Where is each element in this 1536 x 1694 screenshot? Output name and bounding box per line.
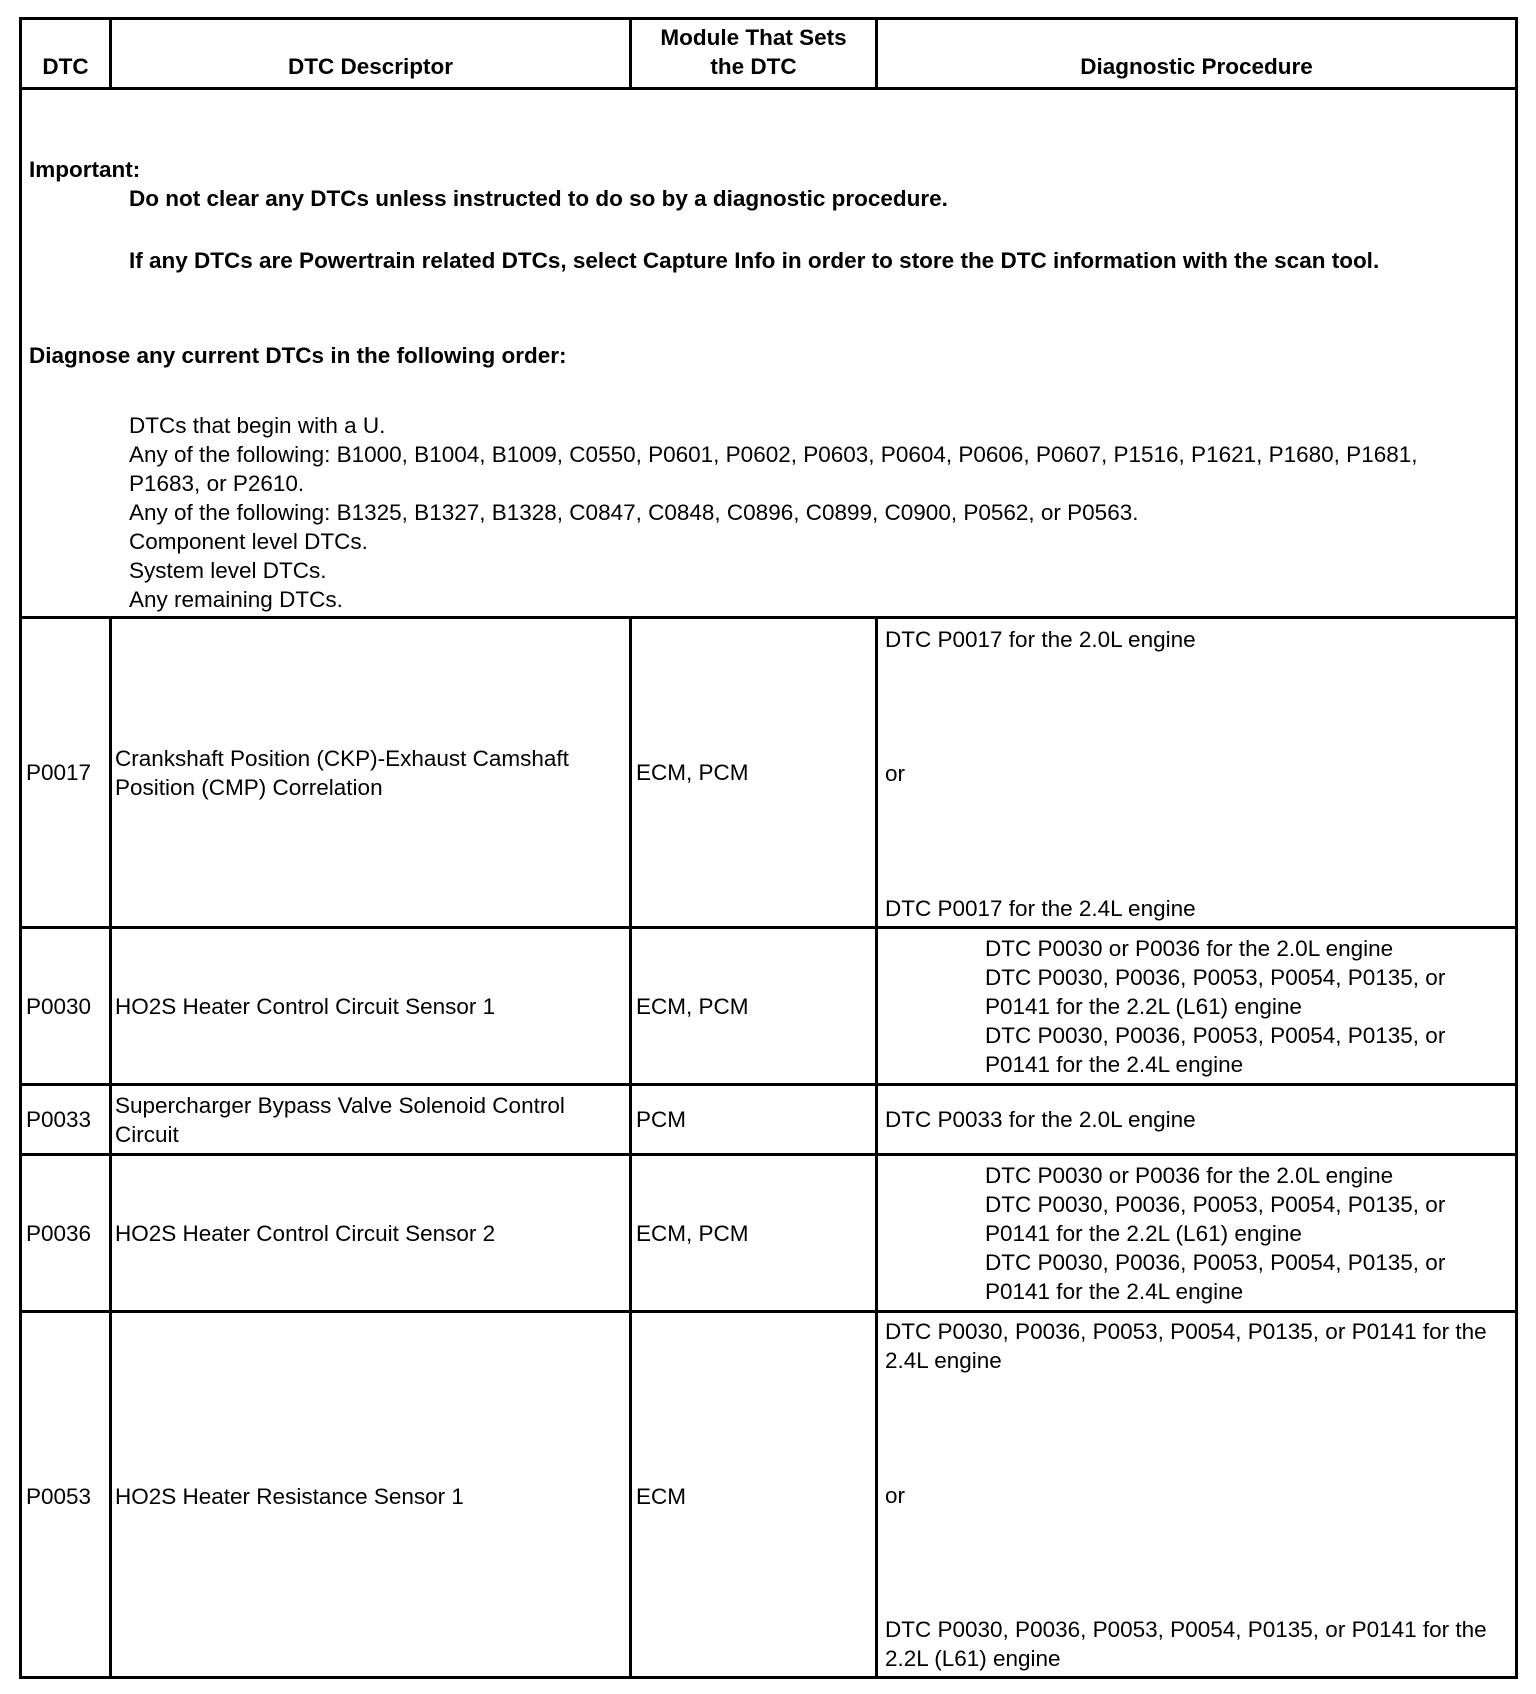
order-list <box>29 411 1485 614</box>
procedure-link[interactable]: DTC P0030, P0036, P0053, P0054, P0135, or P0141 for the 2.2L (L61) engine <box>885 1617 1487 1671</box>
procedure-or: or <box>885 761 906 786</box>
procedure-link[interactable]: DTC P0030 or P0036 for the 2.0L engine <box>985 936 1394 961</box>
procedure-list <box>885 1161 1507 1306</box>
procedure-link[interactable]: DTC P0030, P0036, P0053, P0054, P0135, or P0141 for the 2.4L engine <box>985 1250 1446 1304</box>
procedure-link[interactable]: DTC P0033 for the 2.0L engine <box>885 1107 1196 1132</box>
procedure-link[interactable]: DTC P0017 for the 2.4L engine <box>885 896 1196 921</box>
order-item: DTCs that begin with a U. <box>129 413 386 438</box>
procedure-link[interactable]: DTC P0017 for the 2.0L engine <box>885 627 1196 652</box>
row-module: ECM, PCM <box>636 993 749 1019</box>
row-divider <box>22 87 1515 90</box>
important-label: Important: <box>29 157 141 182</box>
order-item: Any remaining DTCs. <box>129 587 343 612</box>
row-module: ECM, PCM <box>636 1220 749 1246</box>
row-dtc-code: P0017 <box>26 760 92 785</box>
row-descriptor: HO2S Heater Resistance Sensor 1 <box>115 1483 464 1509</box>
order-label: Diagnose any current DTCs in the following order: <box>29 343 567 368</box>
row-dtc-code: P0053 <box>26 1483 92 1509</box>
header-module: Module That Sets the DTC <box>660 25 847 79</box>
row-descriptor: Crankshaft Position (CKP)-Exhaust Camshaft Position (CMP) Correlation <box>115 745 569 800</box>
procedure-link[interactable]: DTC P0030 or P0036 for the 2.0L engine <box>985 1163 1394 1188</box>
important-note-1: Do not clear any DTCs unless instructed to do so by a diagnostic procedure. <box>129 186 948 211</box>
row-procedure <box>878 1313 1515 1679</box>
row-descriptor: HO2S Heater Control Circuit Sensor 1 <box>115 993 496 1019</box>
row-module: ECM <box>636 1483 686 1509</box>
header-dtc: DTC <box>42 54 89 79</box>
row-descriptor: HO2S Heater Control Circuit Sensor 2 <box>115 1220 496 1246</box>
row-procedure <box>878 929 1515 1083</box>
order-item: Component level DTCs. <box>129 529 368 554</box>
row-descriptor: Supercharger Bypass Valve Solenoid Control Circuit <box>115 1092 565 1147</box>
procedure-link[interactable]: DTC P0030, P0036, P0053, P0054, P0135, or P0141 for the 2.4L engine <box>885 1319 1487 1373</box>
row-dtc-code: P0030 <box>26 993 92 1019</box>
procedure-link[interactable]: DTC P0030, P0036, P0053, P0054, P0135, or P0141 for the 2.2L (L61) engine <box>985 1192 1446 1246</box>
row-dtc-code: P0036 <box>26 1220 92 1246</box>
row-module: ECM, PCM <box>636 760 749 785</box>
col-divider <box>109 618 112 1679</box>
order-item: Any of the following: B1000, B1004, B1009, C0550, P0601, P0602, P0603, P0604, P0606, P0607, P1516, P1621, P1680, P1681, P1683, or P2610. <box>129 442 1418 496</box>
dtc-table <box>19 17 1518 1679</box>
header-procedure: Diagnostic Procedure <box>1080 54 1313 79</box>
order-item: System level DTCs. <box>129 558 327 583</box>
important-note-2: If any DTCs are Powertrain related DTCs, select Capture Info in order to store the DTC information with the scan tool. <box>129 248 1380 273</box>
row-module: PCM <box>636 1107 686 1132</box>
procedure-link[interactable]: DTC P0030, P0036, P0053, P0054, P0135, or P0141 for the 2.2L (L61) engine <box>985 965 1446 1019</box>
procedure-link[interactable]: DTC P0030, P0036, P0053, P0054, P0135, or P0141 for the 2.4L engine <box>985 1023 1446 1077</box>
procedure-or: or <box>885 1483 906 1508</box>
row-procedure <box>878 619 1515 926</box>
col-divider <box>629 618 632 1679</box>
row-procedure <box>878 1156 1515 1310</box>
order-item: Any of the following: B1325, B1327, B1328, C0847, C0848, C0896, C0899, C0900, P0562, or P0563. <box>129 500 1139 525</box>
row-dtc-code: P0033 <box>26 1107 92 1132</box>
header-descriptor: DTC Descriptor <box>287 54 454 79</box>
procedure-list <box>885 934 1507 1079</box>
